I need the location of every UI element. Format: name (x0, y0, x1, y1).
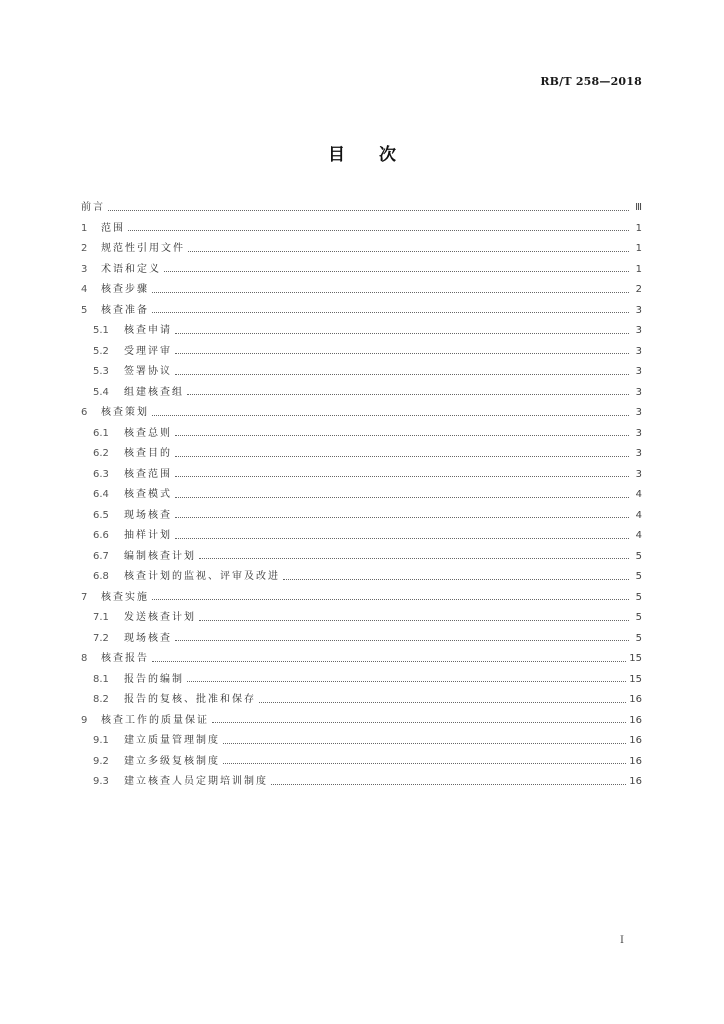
toc-entry-page: 3 (635, 366, 642, 378)
toc-entry-title: 核查准备 (101, 304, 149, 316)
toc-entry[interactable] (81, 424, 642, 445)
toc-entry[interactable] (81, 444, 642, 465)
toc-leader-dots (283, 579, 629, 580)
toc-entry-page: 16 (629, 776, 642, 788)
toc-entry-number: 6.3 (93, 468, 109, 480)
toc-entry-title: 建立多级复核制度 (124, 755, 220, 767)
toc-entry[interactable] (81, 772, 642, 793)
toc-entry-title: 规范性引用文件 (101, 243, 185, 255)
toc-entry[interactable] (81, 465, 642, 486)
toc-entry-title: 现场核查 (124, 509, 172, 521)
toc-entry-number: 9.1 (93, 735, 109, 747)
toc-entry-number: 6.7 (93, 550, 109, 562)
toc-entry-number: 7 (81, 591, 88, 603)
toc-entry-title: 核查策划 (101, 407, 149, 419)
toc-entry-title: 发送核查计划 (124, 612, 196, 624)
toc-entry-page: 16 (629, 755, 642, 767)
toc-entry[interactable] (81, 280, 642, 301)
toc-entry-page: 3 (635, 345, 642, 357)
toc-entry[interactable] (81, 567, 642, 588)
toc-entry[interactable] (81, 321, 642, 342)
toc-entry-number: 6.6 (93, 530, 109, 542)
toc-entry-number: 3 (81, 263, 88, 275)
toc-entry[interactable] (81, 588, 642, 609)
toc-entry-number: 6.5 (93, 509, 109, 521)
toc-entry[interactable] (81, 219, 642, 240)
toc-entry-number: 4 (81, 284, 88, 296)
toc-entry[interactable] (81, 629, 642, 650)
toc-entry-number: 6.4 (93, 489, 109, 501)
toc-entry-page: 3 (635, 427, 642, 439)
toc-entry[interactable] (81, 608, 642, 629)
toc-leader-dots (175, 456, 629, 457)
toc-entry-page: Ⅲ (635, 202, 642, 214)
toc-entry-number: 5.4 (93, 386, 109, 398)
toc-entry-number: 5.2 (93, 345, 109, 357)
toc-leader-dots (152, 599, 629, 600)
toc-entry-number: 8.1 (93, 673, 109, 685)
toc-entry-number: 8 (81, 653, 88, 665)
toc-entry-title: 受理评审 (124, 345, 172, 357)
toc-leader-dots (175, 435, 629, 436)
toc-entry-page: 1 (635, 243, 642, 255)
toc-leader-dots (175, 538, 629, 539)
toc-entry[interactable] (81, 526, 642, 547)
toc-entry-title: 前言 (81, 202, 105, 214)
toc-entry-title: 核查申请 (124, 325, 172, 337)
toc-leader-dots (187, 394, 629, 395)
toc-entry[interactable] (81, 506, 642, 527)
toc-leader-dots (223, 763, 626, 764)
toc-leader-dots (175, 517, 629, 518)
toc-leader-dots (152, 415, 629, 416)
toc-leader-dots (152, 312, 629, 313)
toc-entry-number: 5.3 (93, 366, 109, 378)
toc-entry-title: 核查总则 (124, 427, 172, 439)
standard-code: RB/T 258—2018 (540, 75, 642, 88)
toc-entry-title: 核查范围 (124, 468, 172, 480)
toc-entry-page: 3 (635, 325, 642, 337)
toc-leader-dots (175, 640, 629, 641)
toc-leader-dots (164, 271, 629, 272)
toc-entry-title: 范围 (101, 222, 125, 234)
toc-entry-page: 1 (635, 263, 642, 275)
toc-entry[interactable] (81, 362, 642, 383)
toc-entry[interactable] (81, 198, 642, 219)
toc-entry[interactable] (81, 711, 642, 732)
toc-entry-title: 核查模式 (124, 489, 172, 501)
toc-entry-title: 核查工作的质量保证 (101, 714, 209, 726)
toc-entry-title: 术语和定义 (101, 263, 161, 275)
toc-leader-dots (187, 681, 626, 682)
toc-entry-page: 4 (635, 489, 642, 501)
toc-entry-page: 3 (635, 448, 642, 460)
toc-entry-title: 核查步骤 (101, 284, 149, 296)
toc-entry-number: 6.8 (93, 571, 109, 583)
toc-entry-page: 1 (635, 222, 642, 234)
toc-entry-title: 抽样计划 (124, 530, 172, 542)
toc-entry-title: 核查报告 (101, 653, 149, 665)
toc-leader-dots (175, 353, 629, 354)
toc-leader-dots (175, 497, 629, 498)
table-of-contents (81, 198, 642, 793)
toc-entry-page: 5 (635, 612, 642, 624)
toc-entry-number: 6.2 (93, 448, 109, 460)
toc-leader-dots (212, 722, 626, 723)
toc-entry-page: 4 (635, 509, 642, 521)
toc-entry[interactable] (81, 670, 642, 691)
toc-leader-dots (152, 292, 629, 293)
toc-entry-page: 5 (635, 571, 642, 583)
toc-leader-dots (175, 333, 629, 334)
toc-leader-dots (175, 374, 629, 375)
toc-leader-dots (259, 702, 626, 703)
toc-entry-page: 15 (629, 653, 642, 665)
toc-entry[interactable] (81, 383, 642, 404)
page-title: 目次 (328, 145, 430, 165)
toc-entry-page: 16 (629, 735, 642, 747)
toc-entry-number: 6.1 (93, 427, 109, 439)
toc-entry-number: 5 (81, 304, 88, 316)
toc-entry-page: 3 (635, 386, 642, 398)
toc-entry[interactable] (81, 301, 642, 322)
toc-leader-dots (128, 230, 629, 231)
toc-entry-title: 建立质量管理制度 (124, 735, 220, 747)
toc-entry-page: 4 (635, 530, 642, 542)
toc-leader-dots (108, 210, 629, 211)
toc-entry-number: 6 (81, 407, 88, 419)
toc-entry-title: 编制核查计划 (124, 550, 196, 562)
toc-leader-dots (223, 743, 626, 744)
toc-entry-title: 组建核查组 (124, 386, 184, 398)
page-number: I (620, 935, 624, 946)
toc-entry-page: 16 (629, 714, 642, 726)
toc-entry-title: 签署协议 (124, 366, 172, 378)
toc-leader-dots (152, 661, 626, 662)
toc-entry[interactable] (81, 485, 642, 506)
toc-entry-page: 5 (635, 632, 642, 644)
toc-entry[interactable] (81, 547, 642, 568)
toc-entry-page: 3 (635, 304, 642, 316)
toc-leader-dots (199, 558, 629, 559)
toc-entry-page: 2 (635, 284, 642, 296)
toc-entry-title: 报告的复核、批准和保存 (124, 694, 256, 706)
toc-entry-title: 建立核查人员定期培训制度 (124, 776, 268, 788)
toc-entry-title: 核查目的 (124, 448, 172, 460)
toc-entry[interactable] (81, 752, 642, 773)
toc-entry-page: 3 (635, 407, 642, 419)
toc-entry[interactable] (81, 342, 642, 363)
toc-entry-title: 核查实施 (101, 591, 149, 603)
toc-entry-number: 9 (81, 714, 88, 726)
toc-leader-dots (175, 476, 629, 477)
toc-entry-number: 1 (81, 222, 88, 234)
toc-entry-number: 7.2 (93, 632, 109, 644)
toc-entry-title: 核查计划的监视、评审及改进 (124, 571, 280, 583)
toc-entry[interactable] (81, 649, 642, 670)
toc-leader-dots (188, 251, 629, 252)
toc-entry-number: 9.2 (93, 755, 109, 767)
toc-entry-page: 16 (629, 694, 642, 706)
toc-entry[interactable] (81, 690, 642, 711)
toc-entry[interactable] (81, 731, 642, 752)
toc-entry-page: 5 (635, 550, 642, 562)
toc-entry[interactable] (81, 403, 642, 424)
toc-entry-page: 3 (635, 468, 642, 480)
toc-entry[interactable] (81, 239, 642, 260)
toc-entry[interactable] (81, 260, 642, 281)
toc-entry-title: 报告的编制 (124, 673, 184, 685)
toc-entry-page: 5 (635, 591, 642, 603)
toc-entry-number: 8.2 (93, 694, 109, 706)
toc-entry-number: 9.3 (93, 776, 109, 788)
toc-leader-dots (199, 620, 629, 621)
toc-entry-number: 2 (81, 243, 88, 255)
toc-leader-dots (271, 784, 626, 785)
toc-entry-title: 现场核查 (124, 632, 172, 644)
toc-entry-number: 7.1 (93, 612, 109, 624)
toc-entry-number: 5.1 (93, 325, 109, 337)
toc-entry-page: 15 (629, 673, 642, 685)
